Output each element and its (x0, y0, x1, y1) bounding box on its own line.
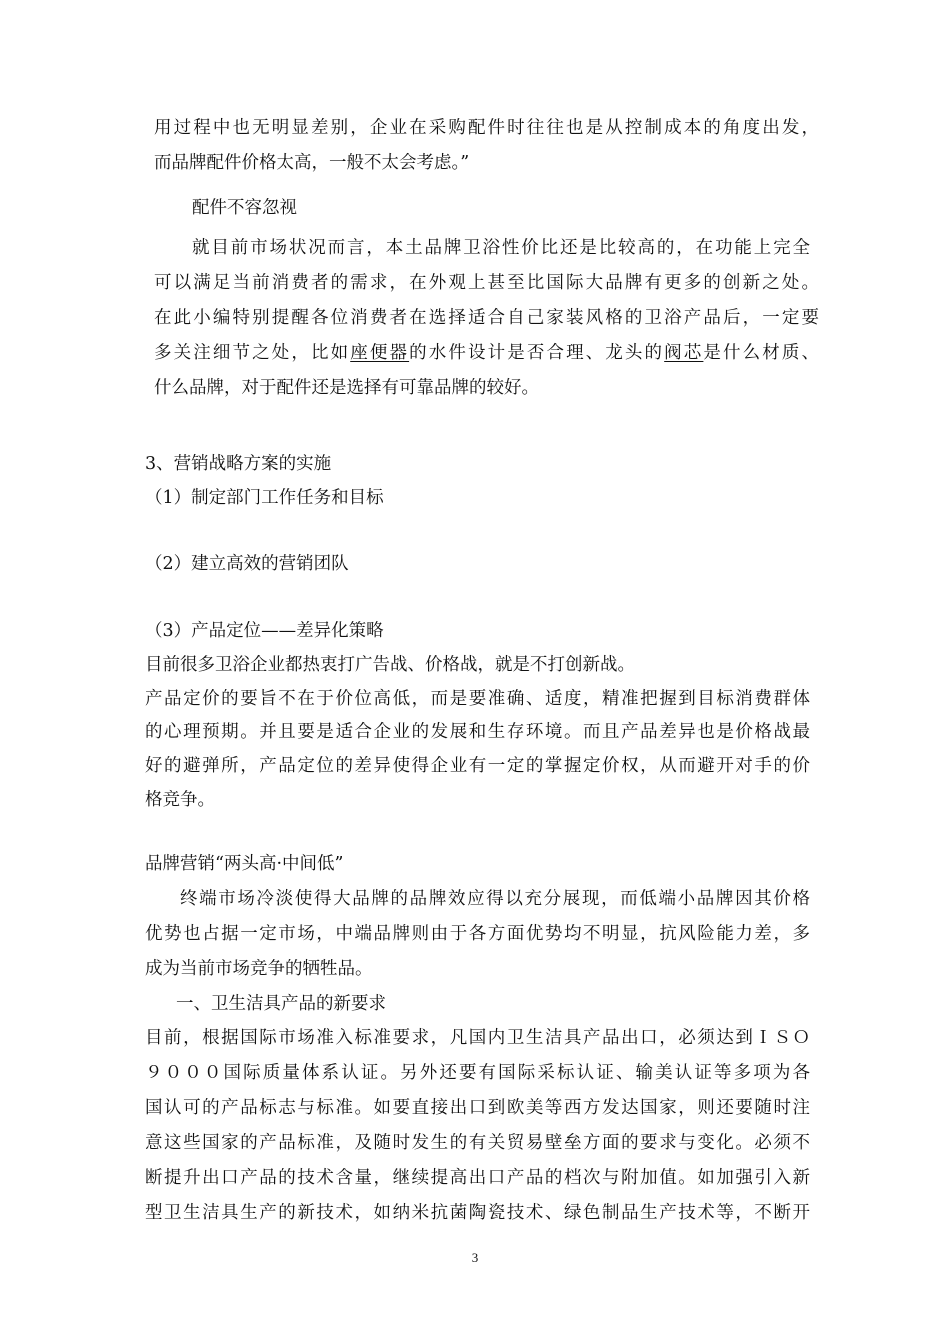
paragraph-line: 优势也占据一定市场，中端品牌则由于各方面优势均不明显，抗风险能力差，多 (145, 924, 810, 944)
paragraph-line: 格竞争。 (145, 790, 215, 810)
paragraph-line: ９０００国际质量体系认证。另外还要有国际采标认证、输美认证等多项为各 (145, 1063, 810, 1083)
text-segment: 多关注细节之处，比如 (154, 343, 351, 363)
paragraph-line: 型卫生洁具生产的新技术，如纳米抗菌陶瓷技术、绿色制品生产技术等，不断开 (145, 1203, 810, 1223)
paragraph-line: 好的避弹所，产品定位的差异使得企业有一定的掌握定价权，从而避开对手的价 (145, 756, 810, 776)
list-item: （2）建立高效的营销团队 (145, 554, 349, 574)
paragraph-line: 的心理预期。并且要是适合企业的发展和生存环境。而且产品差异也是价格战最 (145, 722, 810, 742)
paragraph-line: 断提升出口产品的技术含量，继续提高出口产品的档次与附加值。如加强引入新 (145, 1168, 810, 1188)
section-heading: 配件不容忽视 (192, 198, 297, 218)
text-segment: 是什么材质、 (703, 343, 820, 363)
paragraph-line: 而品牌配件价格太高，一般不太会考虑。” (154, 153, 470, 173)
paragraph-line: 国认可的产品标志与标准。如要直接出口到欧美等西方发达国家，则还要随时注 (145, 1098, 810, 1118)
paragraph-line: 可以满足当前消费者的需求，在外观上甚至比国际大品牌有更多的创新之处。 (154, 273, 819, 293)
list-item: （3）产品定位——差异化策略 (145, 621, 384, 641)
paragraph-line: 意这些国家的产品标准，及随时发生的有关贸易壁垒方面的要求与变化。必须不 (145, 1133, 810, 1153)
paragraph-line: 成为当前市场竞争的牺牲品。 (145, 959, 373, 979)
section-title: 品牌营销“两头高·中间低” (145, 854, 344, 874)
paragraph-line: 终端市场冷淡使得大品牌的品牌效应得以充分展现，而低端小品牌因其价格 (180, 889, 810, 909)
toilet-link[interactable]: 座便器 (350, 343, 410, 363)
text-segment: 的水件设计是否合理、龙头的 (409, 343, 665, 363)
page-number: 3 (471, 1250, 479, 1265)
valve-core-link[interactable]: 阀芯 (664, 343, 704, 363)
section-title: 一、卫生洁具产品的新要求 (176, 994, 386, 1014)
paragraph-line: 目前很多卫浴企业都热衷打广告战、价格战，就是不打创新战。 (145, 655, 635, 675)
paragraph-line: 在此小编特别提醒各位消费者在选择适合自己家装风格的卫浴产品后，一定要 (154, 308, 819, 328)
paragraph-line: 产品定价的要旨不在于价位高低，而是要准确、适度，精准把握到目标消费群体 (145, 689, 810, 709)
paragraph-line: 用过程中也无明显差别，企业在采购配件时往往也是从控制成本的角度出发， (154, 118, 819, 138)
paragraph-line: 什么品牌，对于配件还是选择有可靠品牌的较好。 (154, 378, 539, 398)
paragraph-line: 就目前市场状况而言，本土品牌卫浴性价比还是比较高的，在功能上完全 (192, 238, 810, 258)
section-title: 3、营销战略方案的实施 (145, 454, 332, 474)
paragraph-line (154, 337, 819, 369)
paragraph-line: 目前，根据国际市场准入标准要求，凡国内卫生洁具产品出口，必须达到ＩＳＯ (145, 1028, 810, 1048)
list-item: （1）制定部门工作任务和目标 (145, 488, 384, 508)
